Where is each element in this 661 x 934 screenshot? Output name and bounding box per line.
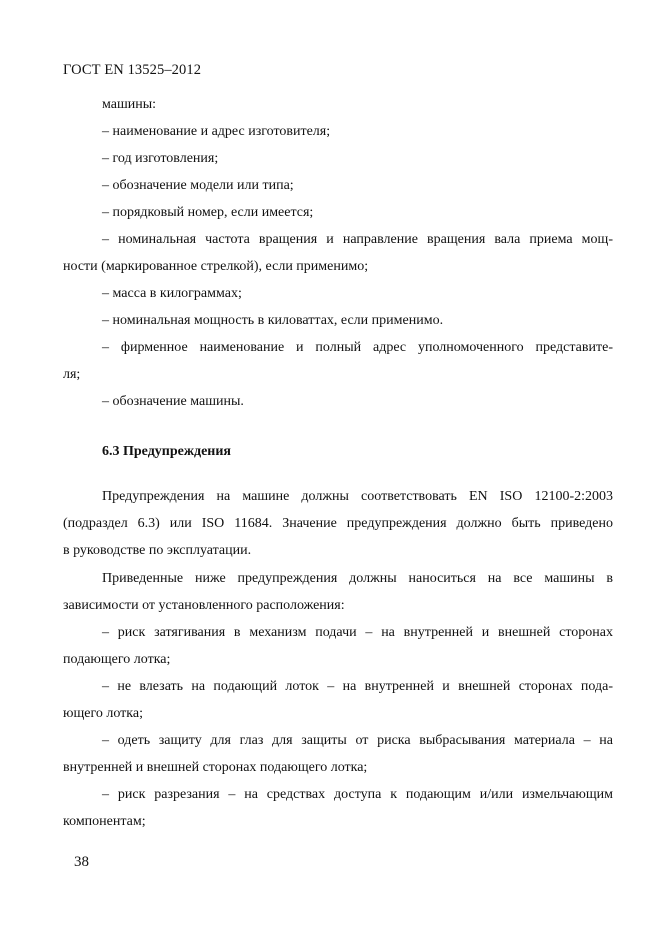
paragraph-line: зависимости от установленного расположения: [63, 598, 345, 613]
list-item-continuation: ности (маркированное стрелкой), если применимо; [63, 259, 369, 274]
page-number: 38 [74, 854, 89, 870]
list-item-continuation: внутренней и внешней сторонах подающего лотка; [63, 760, 368, 775]
list-item: – одеть защиту для глаз для защиты от риска выбрасывания материала – на [102, 733, 613, 748]
list-item-continuation: ля; [63, 367, 81, 382]
list-item: – порядковый номер, если имеется; [102, 205, 314, 220]
paragraph-line: Предупреждения на машине должны соответствовать EN ISO 12100-2:2003 [102, 489, 613, 504]
list-item-continuation: ющего лотка; [63, 706, 143, 721]
list-item: – масса в килограммах; [102, 286, 242, 301]
section-heading: 6.3 Предупреждения [102, 444, 232, 459]
list-item: – номинальная частота вращения и направление вращения вала приема мощ- [102, 232, 613, 247]
list-item-continuation: компонентам; [63, 814, 146, 829]
list-item: – риск разрезания – на средствах доступа к подающим и/или измельчающим [102, 787, 613, 802]
paragraph-line: в руководстве по эксплуатации. [63, 543, 252, 558]
list-item: – номинальная мощность в киловаттах, если применимо. [102, 313, 444, 328]
list-item: – обозначение модели или типа; [102, 178, 294, 193]
list-item: – год изготовления; [102, 151, 219, 166]
list-item: – риск затягивания в механизм подачи – на внутренней и внешней сторонах [102, 625, 613, 640]
list-item: – наименование и адрес изготовителя; [102, 124, 331, 139]
paragraph-line: (подраздел 6.3) или ISO 11684. Значение предупреждения должно быть приведено [63, 516, 613, 531]
document-header: ГОСТ EN 13525–2012 [63, 62, 202, 78]
list-item-continuation: подающего лотка; [63, 652, 171, 667]
list-item: – фирменное наименование и полный адрес уполномоченного представите- [102, 340, 613, 355]
paragraph-line: Приведенные ниже предупреждения должны наноситься на все машины в [102, 571, 613, 586]
list-item: – не влезать на подающий лоток – на внутренней и внешней сторонах пода- [102, 679, 613, 694]
list-item: машины: [102, 97, 157, 112]
list-item: – обозначение машины. [102, 394, 244, 409]
